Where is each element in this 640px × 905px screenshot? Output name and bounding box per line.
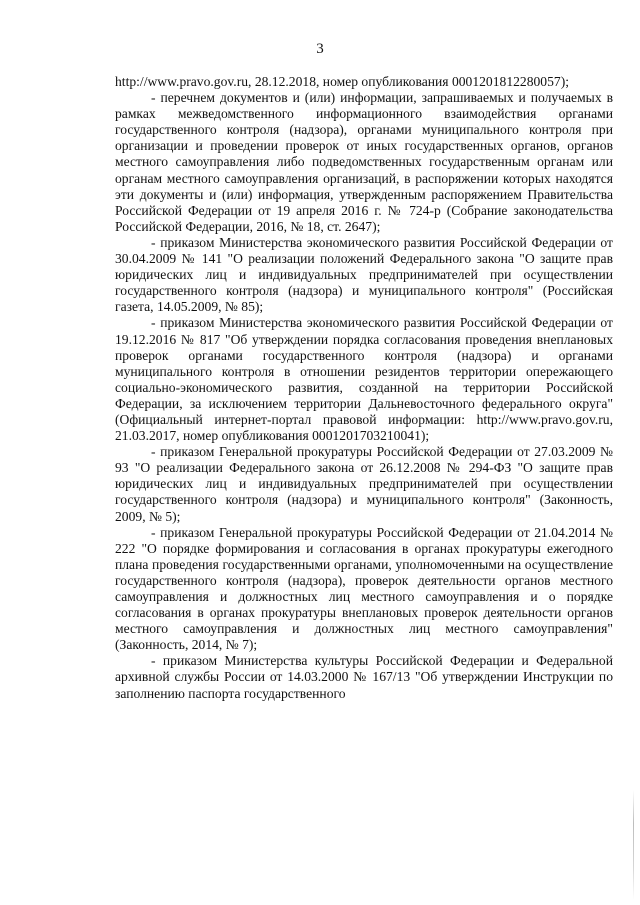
scan-edge-mark: [633, 790, 634, 900]
paragraph-order-mer-141: - приказом Министерства экономического развития Российской Федерации от 30.04.2009 № 141 "О реализации положений Федерального закона "О защите прав юридических лиц и индивидуальных предпринимателей при осуществлении государственного контроля (надзора) и муниципального контроля" (Российская газета, 14.05.2009, № 85);: [115, 234, 613, 315]
paragraph-order-mer-817: - приказом Министерства экономического развития Российской Федерации от 19.12.2016 № 817 "Об утверждении порядка согласования проведения внеплановых проверок органами государственного контроля (надзора) и органами муниципального контроля в отношении резидентов территории опережающего социально-экономического развития, созданной на территории Российской Федерации, за исключением территории Дальневосточного федерального округа" (Официальный интернет-портал правовой информации: http://www.pravo.gov.ru, 21.03.2017, номер опубликования 0001201703210041);: [115, 315, 613, 444]
paragraph-source-continuation: http://www.pravo.gov.ru, 28.12.2018, номер опубликования 0001201812280057);: [115, 74, 569, 89]
paragraph-list-of-documents: - перечнем документов и (или) информации, запрашиваемых и получаемых в рамках межведомственного информационного взаимодействия органами государственного контроля (надзора), органами муниципального контроля при организации и проведении проверок от иных государственных органов, органов местного самоуправления либо подведомственных государственным органам или органам местного самоуправления организаций, в распоряжении которых находятся эти документы и (или) информация, утвержденным распоряжением Правительства Российской Федерации от 19 апреля 2016 г. № 724-р (Собрание законодательства Российской Федерации, 2016, № 18, ст. 2647);: [115, 90, 613, 234]
document-body: [115, 74, 613, 702]
paragraph-order-gp-93: - приказом Генеральной прокуратуры Российской Федерации от 27.03.2009 № 93 "О реализации Федерального закона от 26.12.2008 № 294-ФЗ "О защите прав юридических лиц и индивидуальных предпринимателей при осуществлении государственного контроля (надзора) и муниципального контроля" (Законность, 2009, № 5);: [115, 444, 613, 524]
paragraph-order-gp-222: - приказом Генеральной прокуратуры Российской Федерации от 21.04.2014 № 222 "О порядке формирования и согласования в органах прокуратуры ежегодного плана проведения государственными органами, уполномоченными на осуществление государственного контроля (надзора), проверок деятельности органов местного самоуправления и должностных лиц местного самоуправления и о порядке согласования в органах прокуратуры внеплановых проверок деятельности органов местного самоуправления и должностных лиц местного самоуправления" (Законность, 2014, № 7);: [115, 524, 613, 653]
page-number: 3: [316, 41, 324, 57]
paragraph-order-mk-167: - приказом Министерства культуры Российской Федерации и Федеральной архивной службы России от 14.03.2000 № 167/13 "Об утверждении Инструкции по заполнению паспорта государственного: [115, 653, 613, 701]
